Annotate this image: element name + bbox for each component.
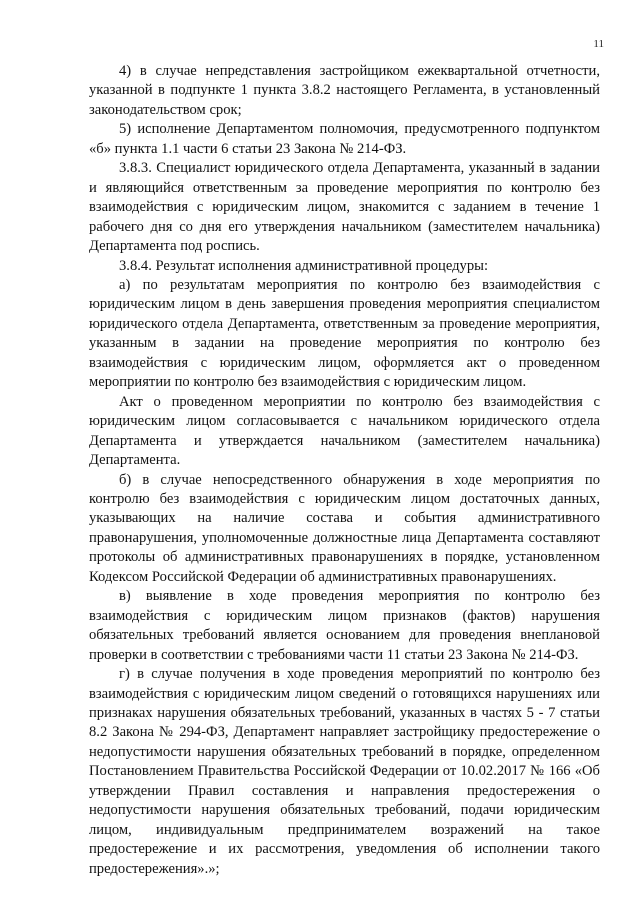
paragraph-item-a: а) по результатам мероприятия по контролю без взаимодействия с юридическим лицом в день завершения проведения мероприятия специалистом юридического отдела Департамента, ответственным за проведение мероприятия, указанным в задании на проведение мероприятия по контролю без взаимодействия с юридическим лицом, оформляется акт о проведенном мероприятии по контролю без взаимодействия с юридическим лицом.	[89, 276, 600, 391]
document-body	[89, 62, 600, 879]
paragraph-3-8-3: 3.8.3. Специалист юридического отдела Департамента, указанный в задании и являющийся ответственным за проведение мероприятия по контролю без взаимодействия с юридическим лицом, знакомится с заданием в течение 1 рабочего дня со дня его утверждения начальником (заместителем начальника) Департамента под роспись.	[89, 160, 600, 255]
paragraph-item-g: г) в случае получения в ходе проведения мероприятий по контролю без взаимодействия с юридическим лицом сведений о готовящихся нарушениях или признаках нарушения обязательных требований, указанных в частях 5 - 7 статьи 8.2 Закона № 294-ФЗ, Департамент направляет застройщику предостережение о недопустимости нарушения обязательных требований в порядке, определенном Постановлением Правительства Российской Федерации от 10.02.2017 № 166 «Об утверждении Правил составления и направления предостережения о недопустимости нарушения обязательных требований, подачи юридическим лицом, индивидуальным предпринимателем возражений на такое предостережение и их рассмотрения, уведомления об исполнении такого предостережения».»;	[89, 666, 600, 877]
paragraph-item-4: 4) в случае непредставления застройщиком ежеквартальной отчетности, указанной в подпункте 1 пункта 3.8.2 настоящего Регламента, в установленный законодательством срок;	[89, 63, 600, 118]
paragraph-item-v: в) выявление в ходе проведения мероприятия по контролю без взаимодействия с юридическим лицом признаков (фактов) нарушения обязательных требований является основанием для проведения внеплановой проверки в соответствии с требованиями части 11 статьи 23 Закона № 214-ФЗ.	[89, 588, 600, 663]
paragraph-item-b: б) в случае непосредственного обнаружения в ходе мероприятия по контролю без взаимодействия с юридическим лицом достаточных данных, указывающих на наличие состава и события административного правонарушения, уполномоченные должностные лица Департамента составляют протоколы об административных правонарушениях в порядке, установленном Кодексом Российской Федерации об административных правонарушениях.	[89, 471, 600, 585]
paragraph-item-5: 5) исполнение Департаментом полномочия, предусмотренного подпунктом «б» пункта 1.1 части 6 статьи 23 Закона № 214-ФЗ.	[89, 121, 600, 157]
paragraph-act-approval: Акт о проведенном мероприятии по контролю без взаимодействия с юридическим лицом согласовывается с начальником юридического отдела Департамента и утверждается начальником (заместителем начальника) Департамента.	[89, 393, 600, 469]
page-number: 11	[593, 38, 604, 50]
paragraph-3-8-4-heading: 3.8.4. Результат исполнения административной процедуры:	[119, 257, 489, 274]
